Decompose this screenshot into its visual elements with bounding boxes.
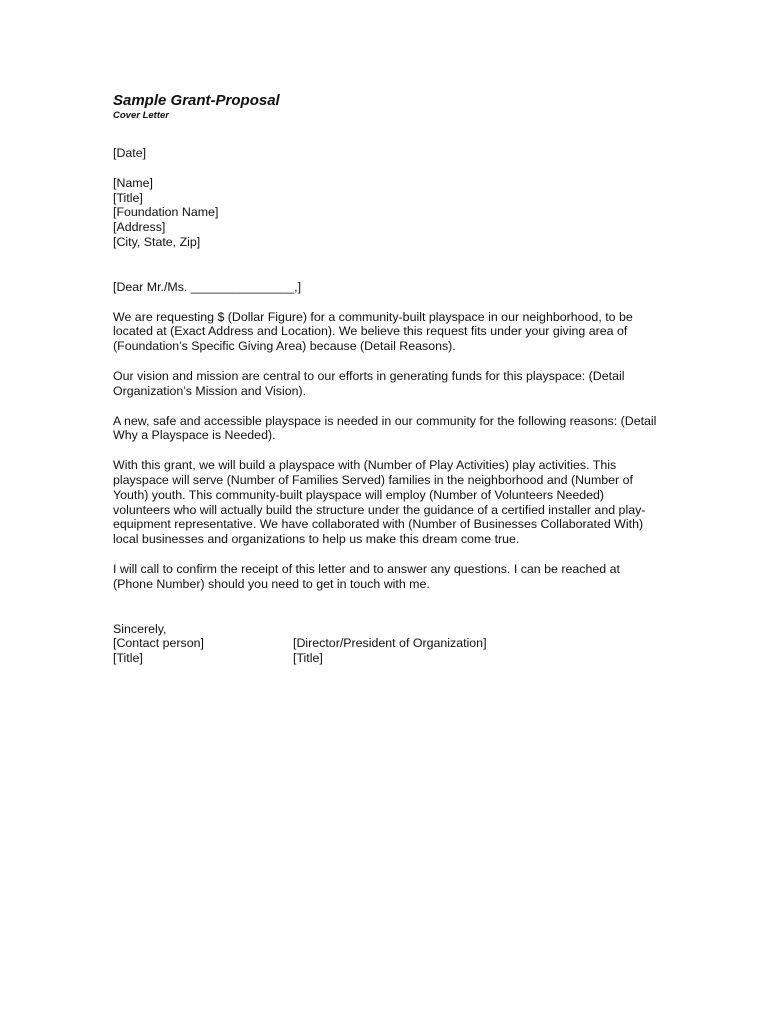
letter-date: [Date] [113,146,147,160]
signature-names-row [113,636,658,651]
signature-director-title: [Title] [293,651,323,666]
signature-contact-person: [Contact person] [113,636,204,651]
paragraph-mission: Our vision and mission are central to our efforts in generating funds for this playspace: (Detail Organization’s Mission and Vision). [113,368,625,398]
address-city-state-zip: [City, State, Zip] [113,234,201,249]
document-title: Sample Grant-Proposal [113,92,280,109]
signature-contact-title: [Title] [113,651,143,666]
address-title: [Title] [113,190,143,205]
paragraph-request: We are requesting $ (Dollar Figure) for a community-built playspace in our neighborhood, to be located at (Exact Address and Location). We believe this request fits under your giving area of (Foundation’s Specific Giving Area) because (Detail Reasons). [113,309,633,354]
signature-director: [Director/President of Organization] [293,636,487,651]
paragraph-impact: With this grant, we will build a playspace with (Number of Play Activities) play activities. This playspace will serve (Number of Families Served) families in the neighborhood and (Number of Youth) youth. This community-built playspace will employ (Number of Volunteers Needed) volunteers who will actually build the structure under the guidance of a certified installer and play-equipment representative. We have collaborated with (Number of Businesses Collaborated With) local businesses and organizations to help us make this dream come true. [113,458,646,547]
signature-titles-row [113,651,658,666]
document-subtitle: Cover Letter [113,110,169,121]
letter-content [113,92,658,666]
recipient-address [113,176,658,250]
salutation: [Dear Mr./Ms. _______________,] [113,279,302,294]
paragraph-follow-up: I will call to confirm the receipt of this letter and to answer any questions. I can be reached at (Phone Number) should you need to get in touch with me. [113,561,620,591]
address-name: [Name] [113,175,153,190]
closing-salutation: Sincerely, [113,621,167,636]
address-street: [Address] [113,220,166,235]
paragraph-need: A new, safe and accessible playspace is needed in our community for the following reasons: (Detail Why a Playspace is Needed). [113,413,657,443]
address-foundation: [Foundation Name] [113,205,219,220]
